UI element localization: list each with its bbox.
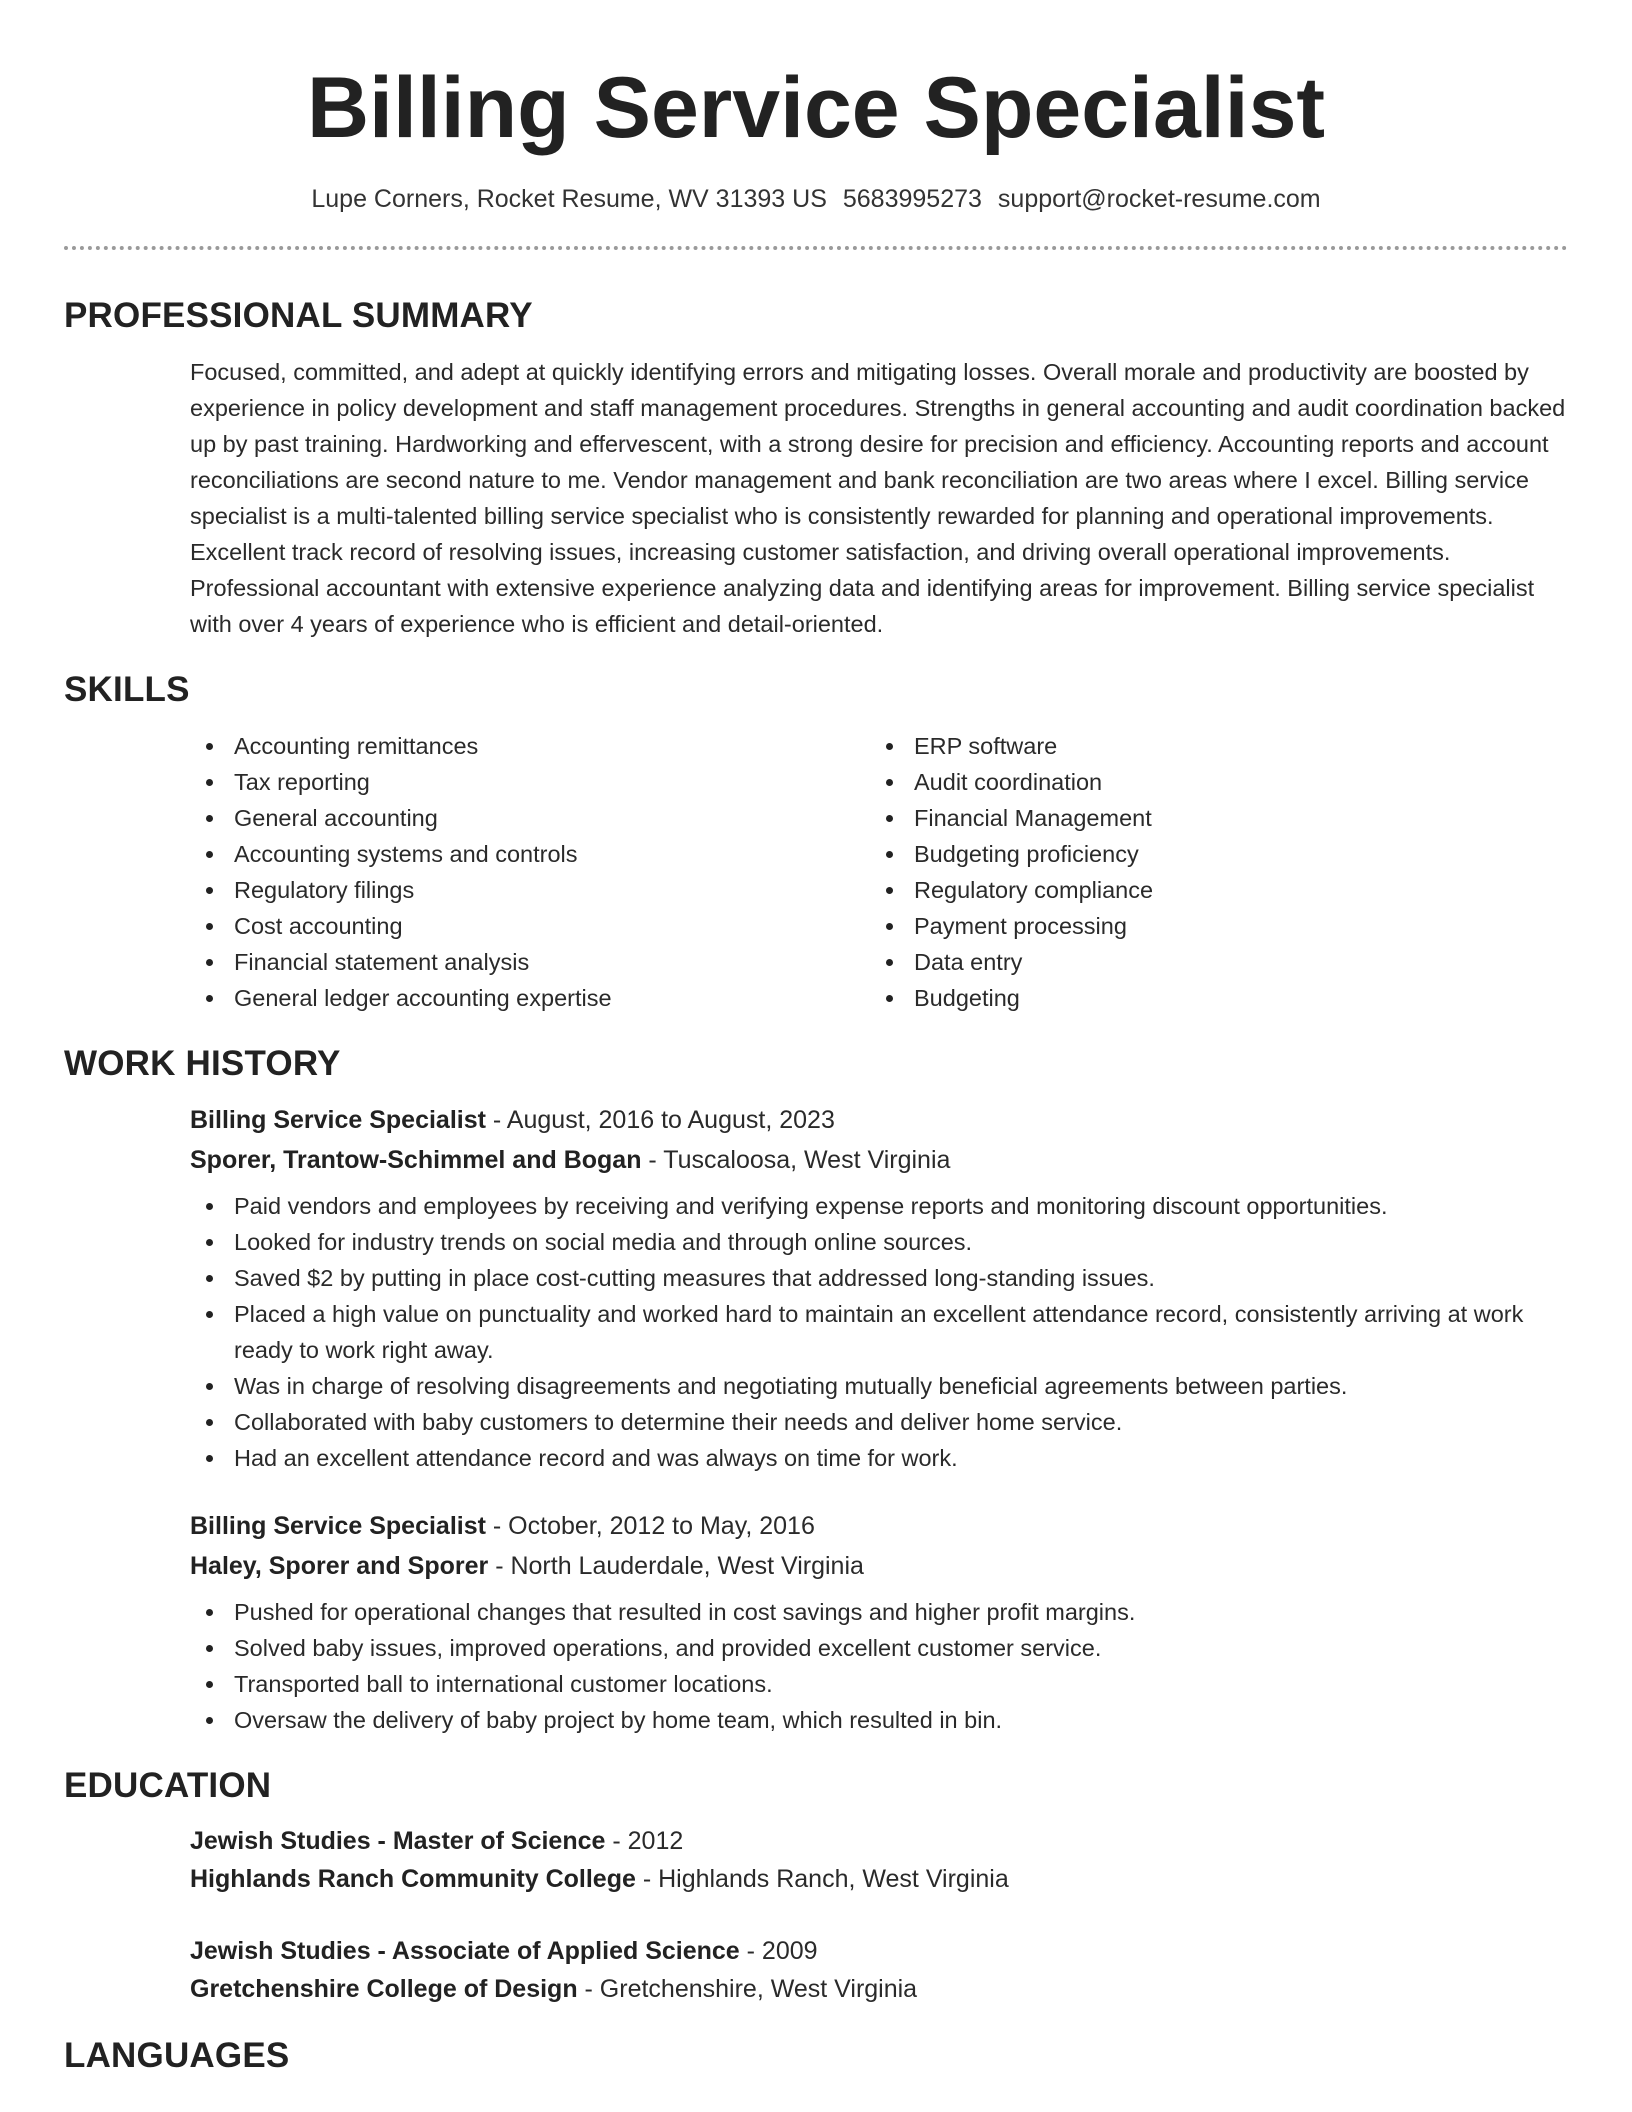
- duty-item: Collaborated with baby customers to determine their needs and deliver home service.: [190, 1404, 1568, 1440]
- skill-item: Data entry: [870, 944, 1550, 980]
- job-entry: [190, 1506, 1568, 1738]
- skill-item: Regulatory filings: [190, 872, 870, 908]
- education-degree: Jewish Studies - Associate of Applied Science: [190, 1937, 740, 1965]
- education-school: Gretchenshire College of Design: [190, 1975, 578, 2003]
- skills-column-right: [870, 728, 1550, 1016]
- job-location: - Tuscaloosa, West Virginia: [641, 1146, 951, 1174]
- education-section: [64, 1764, 1568, 2008]
- contact-email: support@rocket-resume.com: [997, 185, 1321, 213]
- skill-item: Budgeting: [870, 980, 1550, 1016]
- education-heading: EDUCATION: [64, 1766, 272, 1805]
- job-duties: [190, 1594, 1568, 1738]
- resume-title: Billing Service Specialist: [306, 60, 1326, 156]
- skill-item: Financial Management: [870, 800, 1550, 836]
- duty-item: Had an excellent attendance record and was always on time for work.: [190, 1440, 1568, 1476]
- skill-item: ERP software: [870, 728, 1550, 764]
- summary-heading: PROFESSIONAL SUMMARY: [64, 296, 533, 335]
- header-divider: [64, 246, 1568, 250]
- skill-item: Accounting remittances: [190, 728, 870, 764]
- skill-item: Accounting systems and controls: [190, 836, 870, 872]
- duty-item: Transported ball to international customer locations.: [190, 1666, 1568, 1702]
- education-year: - 2009: [739, 1937, 818, 1965]
- work-heading: WORK HISTORY: [64, 1044, 341, 1083]
- summary-text: Focused, committed, and adept at quickly identifying errors and mitigating losses. Overall morale and productivity are boosted by experience in policy development and staff management procedures. Strengths in general accounting and audit coordination backed up by past training. Hardworking and effervescent, with a strong desire for precision and efficiency. Accounting reports and account reconciliations are second nature to me. Vendor management and bank reconciliation are two areas where I excel. Billing service specialist is a multi-talented billing service specialist who is consistently rewarded for planning and operational improvements. Excellent track record of resolving issues, increasing customer satisfaction, and driving overall operational improvements. Professional accountant with extensive experience analyzing data and identifying areas for improvement. Billing service specialist with over 4 years of experience who is efficient and detail-oriented.: [190, 359, 1566, 637]
- skill-item: General ledger accounting expertise: [190, 980, 870, 1016]
- job-entry: [190, 1100, 1568, 1476]
- skill-item: Budgeting proficiency: [870, 836, 1550, 872]
- education-degree-line: [190, 1932, 1568, 1970]
- duty-item: Solved baby issues, improved operations, and provided excellent customer service.: [190, 1630, 1568, 1666]
- education-school-line: [190, 1970, 1568, 2008]
- education-degree: Jewish Studies - Master of Science: [190, 1827, 606, 1855]
- education-location: - Gretchenshire, West Virginia: [577, 1975, 918, 2003]
- skills-column-left: [190, 728, 870, 1016]
- job-company: Haley, Sporer and Sporer: [190, 1552, 489, 1580]
- job-location: - North Lauderdale, West Virginia: [488, 1552, 864, 1580]
- work-section: [64, 1042, 1568, 1738]
- contact-phone: 5683995273: [842, 185, 982, 213]
- job-company-line: [190, 1546, 1568, 1586]
- job-title: Billing Service Specialist: [190, 1106, 486, 1134]
- skill-item: Audit coordination: [870, 764, 1550, 800]
- duty-item: Pushed for operational changes that resulted in cost savings and higher profit margins.: [190, 1594, 1568, 1630]
- education-location: - Highlands Ranch, West Virginia: [635, 1865, 1009, 1893]
- skill-item: Tax reporting: [190, 764, 870, 800]
- job-dates: - August, 2016 to August, 2023: [485, 1106, 835, 1134]
- duty-item: Looked for industry trends on social media and through online sources.: [190, 1224, 1568, 1260]
- job-dates: - October, 2012 to May, 2016: [485, 1512, 815, 1540]
- job-title-line: [190, 1100, 1568, 1140]
- education-entry: [190, 1932, 1568, 2008]
- duty-item: Oversaw the delivery of baby project by home team, which resulted in bin.: [190, 1702, 1568, 1738]
- duty-item: Placed a high value on punctuality and worked hard to maintain an excellent attendance record, consistently arriving at work ready to work right away.: [190, 1296, 1568, 1368]
- summary-section: [64, 294, 1568, 642]
- languages-section: [64, 2034, 1568, 2078]
- education-entry: [190, 1822, 1568, 1898]
- job-title: Billing Service Specialist: [190, 1512, 486, 1540]
- skill-item: Regulatory compliance: [870, 872, 1550, 908]
- job-duties: [190, 1188, 1568, 1476]
- contact-address: Lupe Corners, Rocket Resume, WV 31393 US: [311, 185, 827, 213]
- contact-line: [64, 182, 1568, 216]
- job-company: Sporer, Trantow-Schimmel and Bogan: [190, 1146, 642, 1174]
- skills-section: [64, 668, 1568, 1016]
- education-year: - 2012: [605, 1827, 684, 1855]
- skills-list: [190, 728, 1568, 1016]
- education-school: Highlands Ranch Community College: [190, 1865, 636, 1893]
- job-title-line: [190, 1506, 1568, 1546]
- skill-item: General accounting: [190, 800, 870, 836]
- education-school-line: [190, 1860, 1568, 1898]
- job-company-line: [190, 1140, 1568, 1180]
- resume-page: [64, 0, 1568, 2078]
- skill-item: Financial statement analysis: [190, 944, 870, 980]
- duty-item: Was in charge of resolving disagreements and negotiating mutually beneficial agreements between parties.: [190, 1368, 1568, 1404]
- skill-item: Payment processing: [870, 908, 1550, 944]
- skills-heading: SKILLS: [64, 670, 190, 709]
- duty-item: Paid vendors and employees by receiving and verifying expense reports and monitoring discount opportunities.: [190, 1188, 1568, 1224]
- skill-item: Cost accounting: [190, 908, 870, 944]
- languages-heading: LANGUAGES: [64, 2036, 290, 2075]
- duty-item: Saved $2 by putting in place cost-cutting measures that addressed long-standing issues.: [190, 1260, 1568, 1296]
- education-degree-line: [190, 1822, 1568, 1860]
